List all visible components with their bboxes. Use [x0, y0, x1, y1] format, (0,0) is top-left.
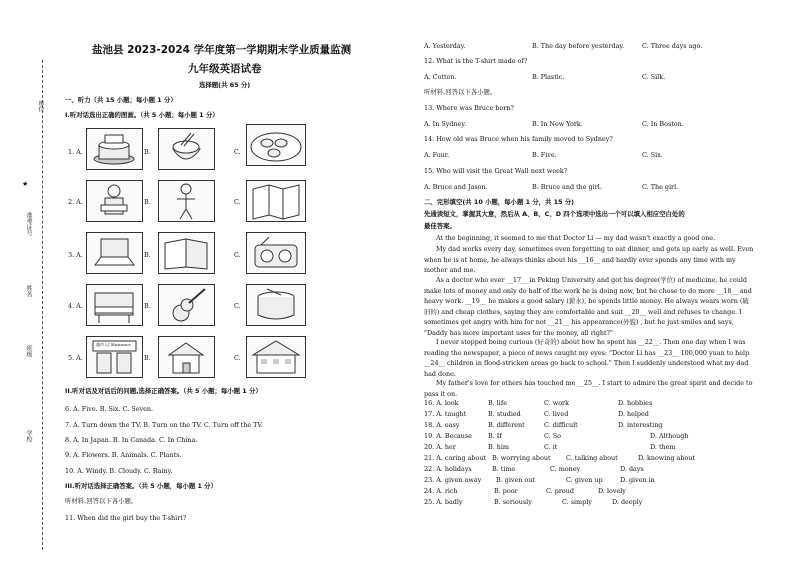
q11-option-b: B. The day before yesterday.	[532, 42, 625, 50]
piano-picture	[86, 284, 143, 326]
q14-option-a: A. Four.	[424, 151, 450, 159]
s3-intro: 听材料,回答以下各小题。	[65, 497, 138, 505]
question-7: 7. A. Turn down the TV. B. Turn on the TV. C. Turn off the TV.	[65, 421, 263, 429]
row-label: B.	[144, 198, 151, 206]
option-23-c: C. given up	[566, 476, 603, 484]
binding-school: 学校	[25, 430, 32, 442]
book-picture	[158, 232, 215, 274]
option-row-18: 18. A. easy	[424, 421, 460, 429]
q13-option-b: B. In New York.	[532, 120, 583, 128]
house-picture	[158, 336, 215, 378]
question-8: 8. A. In Japan. B. In Canada. C. In China.	[65, 436, 198, 444]
option-21-b: B. worrying about	[492, 454, 551, 462]
option-25-c: C. simply	[562, 498, 592, 506]
row-label: 5. A.	[68, 354, 83, 362]
s2-heading: II.听对话及对话后的问题,选择正确答案。（共 5 小题；每小题 1 分）	[65, 387, 262, 395]
q12-option-c: C. Silk.	[642, 73, 666, 81]
dumplings-picture	[246, 124, 306, 166]
binding-exam-no: 准考证号	[25, 212, 32, 236]
binding-line	[42, 60, 43, 550]
instruction-line-2: 最佳答案。	[424, 222, 456, 230]
option-20-d: D. them	[650, 443, 676, 451]
row-label: B.	[144, 148, 151, 156]
passage-paragraph-5: My father's love for others has touched me __25__. I start to admire the great spirit and decide to pass it on.	[424, 379, 753, 398]
q14-option-b: B. Five.	[532, 151, 557, 159]
row-label: B.	[144, 302, 151, 310]
row-label: 2. A.	[68, 198, 83, 206]
option-row-24: 24. A. rich	[424, 487, 458, 495]
cake-picture	[86, 128, 143, 170]
question-12: 12. What is the T-shirt made of?	[424, 57, 528, 65]
option-24-d: D. lovely	[598, 487, 626, 495]
drum-picture	[246, 284, 306, 326]
rice-bowl-picture	[158, 128, 215, 170]
star-icon: ★	[22, 180, 29, 188]
part2-heading: 二、完形填空(共 10 小题，每小题 1 分，共 15 分)	[424, 198, 575, 206]
laptop-picture	[86, 232, 143, 274]
question-13: 13. Where was Bruce born?	[424, 104, 514, 112]
option-row-22: 22. A. holidays	[424, 465, 472, 473]
passage-paragraph-4: I never stopped being curious (好奇的) about how he spent his __22__. Then one day when I was reading the newspaper, a piece of news caught my eyes: "Doctor Li has __23__ 100,000 yuan to help __24__ children in flood-stricken areas go back to school." Then I suddenly understood what my dad had done.	[424, 338, 750, 378]
option-19-d: D. Although	[650, 432, 689, 440]
option-21-c: C. talking about	[566, 454, 618, 462]
option-row-21: 21. A. caring about	[424, 454, 487, 462]
option-20-b: B. him	[488, 443, 509, 451]
option-17-c: C. lived	[544, 410, 569, 418]
row-label: 3. A.	[68, 251, 83, 259]
exam-subtitle: 九年级英语试卷	[188, 63, 262, 75]
guitar-picture	[158, 284, 215, 326]
question-14: 14. How old was Bruce when his family moved to Sydney?	[424, 135, 613, 143]
exam-title: 盐池县 2023-2024 学年度第一学期期末学业质量监测	[92, 44, 352, 56]
option-17-d: D. helped	[618, 410, 649, 418]
question-6: 6. A. Five. B. Six. C. Seven.	[65, 405, 154, 413]
option-16-c: C. work	[544, 399, 569, 407]
q11-option-a: A. Yesterday.	[424, 42, 466, 50]
part1-heading: 一、听力（共 15 小题；每小题 1 分）	[65, 96, 177, 104]
intro-2: 听材料,回答以下各小题。	[424, 88, 497, 96]
option-18-b: B. different	[488, 421, 525, 429]
row-label: B.	[144, 251, 151, 259]
option-18-c: C. difficult	[544, 421, 578, 429]
s1-heading: I.听对话选出正确的图画。（共 5 小题；每小题 1 分）	[65, 111, 219, 119]
option-19-c: C. So	[544, 432, 561, 440]
option-23-b: B. given out	[496, 476, 535, 484]
question-9: 9. A. Flowers. B. Animals. C. Plants.	[65, 451, 182, 459]
passage-paragraph-3: As a doctor who ever __17__ in Peking University and got his degree(学位) of medicine, he could make lots of money and only do half of the work he is doing now, but he chose to do more __18__ and heavy work. __19__ he makes a good salary (薪水), he spends little money. He always wears worn (破旧的) and cheap clothes, saying they are comfortable and suit __20__ well and refuses to change. I sometimes get angry with him for not __21__ his appearance(外貌) , but he just smiles and says, "Daddy has more important uses for the money, all right?"	[424, 276, 752, 337]
option-22-d: D. days	[620, 465, 644, 473]
option-row-17: 17. A. taught	[424, 410, 467, 418]
option-22-b: B. time	[492, 465, 516, 473]
row-label: 1. A.	[68, 148, 83, 156]
option-row-25: 25. A. badly	[424, 498, 463, 506]
option-22-c: C. money	[550, 465, 581, 473]
q15-option-b: B. Bruce and the girl.	[532, 183, 602, 191]
q14-option-c: C. Six.	[642, 151, 663, 159]
option-row-20: 20. A. her	[424, 443, 456, 451]
section-label: 选择题(共 65 分)	[199, 81, 251, 89]
school-picture	[246, 336, 306, 378]
girl-reading-picture	[86, 180, 143, 222]
q11-option-c: C. Three days ago.	[642, 42, 703, 50]
option-row-16: 16. A. look	[424, 399, 459, 407]
supermarket-sign: 超市入口Entrance	[96, 342, 131, 347]
row-label: C.	[234, 354, 241, 362]
passage-paragraph-1: At the beginning, it seemed to me that Doctor Li — my dad wasn't exactly a good one.	[436, 234, 716, 242]
map-picture	[246, 180, 306, 222]
option-23-d: D. given in	[620, 476, 655, 484]
option-16-b: B. life	[488, 399, 507, 407]
row-label: B.	[144, 354, 151, 362]
instruction-line-1: 先通读短文，掌握其大意，然后从 A、B、C、D 四个选项中选出一个可以填入相应空白处的	[424, 210, 685, 218]
question-10: 10. A. Windy. B. Cloudy. C. Rainy.	[65, 467, 173, 475]
question-11: 11. When did the girl buy the T-shirt?	[65, 514, 187, 522]
option-18-d: D. interesting	[618, 421, 663, 429]
question-15: 15. Who will visit the Great Wall next week?	[424, 167, 568, 175]
supermarket-picture	[86, 336, 143, 378]
q12-option-b: B. Plastic.	[532, 73, 565, 81]
q15-option-a: A. Bruce and Jason.	[424, 183, 488, 191]
option-16-d: D. hobbies	[618, 399, 653, 407]
option-25-d: D. deeply	[612, 498, 643, 506]
boy-standing-picture	[158, 180, 215, 222]
option-25-b: B. seriously	[494, 498, 532, 506]
option-24-b: B. poor	[494, 487, 518, 495]
s3-heading: III.听对话选择正确答案。（共 5 小题，每小题 1 分）	[65, 482, 217, 490]
row-label: 4. A.	[68, 302, 83, 310]
binding-seat: 座位	[37, 100, 44, 112]
option-21-d: D. knowing about	[638, 454, 695, 462]
row-label: C.	[234, 148, 241, 156]
radio-picture	[246, 232, 306, 274]
q13-option-c: C. In Boston.	[642, 120, 684, 128]
binding-class: 班级	[25, 345, 32, 357]
option-19-b: B. If	[488, 432, 502, 440]
option-row-23: 23. A. given away	[424, 476, 482, 484]
passage-paragraph-2: My dad works every day, sometimes even forgetting to eat dinner, and gets up early as well. Even when he is at home, he always thinks about his __16__ and hardly ever spends any time with my mother and me.	[424, 245, 754, 275]
option-row-19: 19. A. Because	[424, 432, 472, 440]
row-label: C.	[234, 198, 241, 206]
q15-option-c: C. The girl.	[642, 183, 679, 191]
row-label: C.	[234, 251, 241, 259]
option-24-c: C. proud	[546, 487, 574, 495]
row-label: C.	[234, 302, 241, 310]
option-20-c: C. it	[544, 443, 558, 451]
q12-option-a: A. Cotton.	[424, 73, 457, 81]
q13-option-a: A. In Sydney.	[424, 120, 467, 128]
option-17-b: B. studied	[488, 410, 521, 418]
binding-name: 姓名	[25, 285, 32, 297]
